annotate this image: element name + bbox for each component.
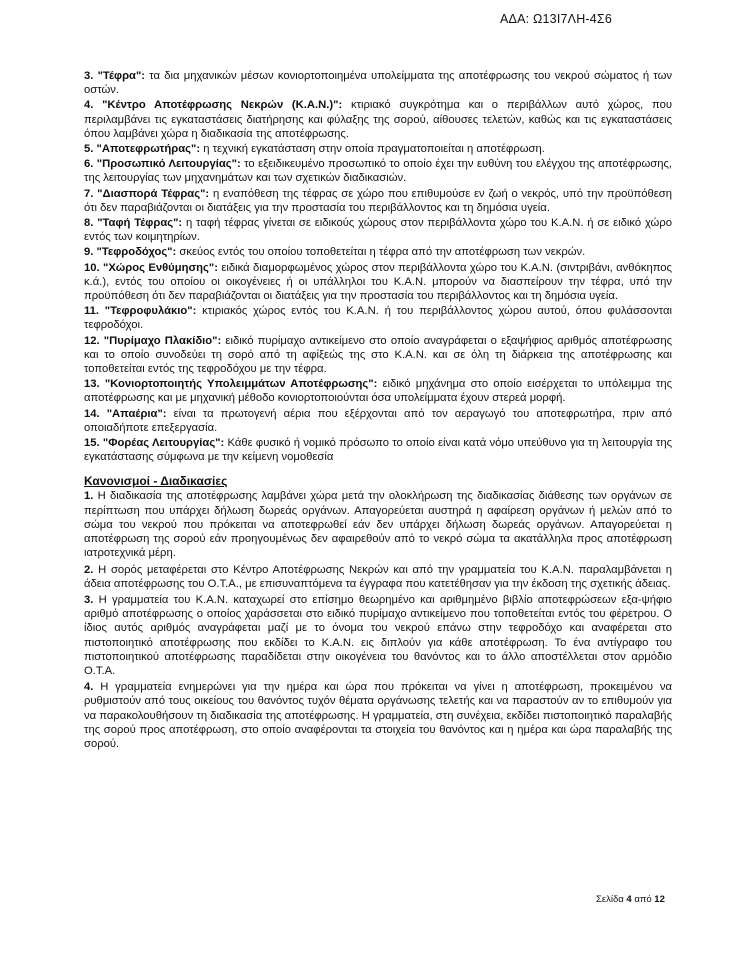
definition-term: 13. "Κονιορτοποιητής Υπολειμμάτων Αποτέφρωσης":: [84, 378, 378, 391]
rule-item: [84, 593, 672, 678]
rule-item: [84, 563, 672, 591]
definition-text: η τεχνική εγκατάσταση στην οποία πραγματοποιείται η αποτέφρωση.: [200, 143, 545, 156]
definition-term: 14. "Απαέρια":: [84, 407, 167, 420]
definitions-list: [84, 69, 672, 464]
rule-number: 1.: [84, 490, 94, 503]
rules-list: [84, 489, 672, 751]
definition-item: [84, 377, 672, 405]
definition-term: 7. "Διασπορά Τέφρας":: [84, 187, 210, 200]
rule-number: 3.: [84, 593, 94, 606]
definition-term: 15. "Φορέας Λειτουργίας":: [84, 437, 225, 450]
rule-text: Η διαδικασία της αποτέφρωσης λαμβάνει χώρα μετά την ολοκλήρωση της διαδικασίας διάθεσης των οργάνων σε περίπτωση που υπάρχει δήλωση δωρεάς οργάνων. Απαγορεύεται αυστηρά η αφαίρεση οργάνων ή μελών από το σώμα του νεκρού που πρόκειται να αποτεφρωθεί εάν δεν υπάρχει δήλωση δωρεάς οργάνων. Απαγορεύεται η αποτέφρωση της σορού εάν προηγουμένως δεν αφαιρεθούν από το νεκρό σώμα τα ακατάλληλα προς αποτέφρωση ιατροτεχνικά μέρη.: [84, 490, 672, 560]
rule-text: Η γραμματεία του Κ.Α.Ν. καταχωρεί στο επίσημο θεωρημένο και αριθμημένο βιβλίο αποτεφρώσεων εξα-ψήφιο αριθμό αποτέφρωσης ο οποίος χαράσσεται στο ειδικό πυρίμαχο αντικείμενο που τοποθετείται εντός του φέρετρου. Ο ίδιος αυτός αριθμός αναγράφεται μαζί με το όνομα του νεκρού επάνω στην τεφροδόχο και αναφέρεται στο πιστοποιητικό αποτέφρωσης που εκδίδει το Κ.Α.Ν. εις διπλούν για κάθε αποτέφρωση. Το ένα αντίγραφο του πιστοποιητικού αποτέφρωσης παραδίδεται στην οικογένεια του θανόντος και το άλλο αποστέλλεται στον αρμόδιο Ο.Τ.Α.: [84, 593, 672, 677]
definition-item: [84, 142, 672, 156]
definition-text: ειδικό πυρίμαχο αντικείμενο στο οποίο αναγράφεται ο εξαψήφιος αριθμός αποτέφρωσης και το οποίο συνοδεύει τη σορό από τη αφίξεώς της στο Κ.Α.Ν. και σε όλη τη διάρκεια της αποτέφρωσης και τοποθετείται εντός της τεφροδόχου με την τέφρα.: [84, 334, 672, 376]
definition-item: [84, 407, 672, 435]
definition-text: ειδικό μηχάνημα στο οποίο εισέρχεται το υπόλειμμα της αποτέφρωσης και με μηχανική μέθοδο κονιορτοποιούνται όσα υπολείμματα έχουν στερεά μορφή.: [84, 378, 672, 405]
definition-term: 9. "Τεφροδόχος":: [84, 246, 177, 259]
document-body: [84, 69, 672, 753]
definition-text: κτιριακός χώρος εντός του Κ.Α.Ν. ή του περιβάλλοντος χώρου αυτού, όπου φυλάσσονται τεφροδόχοι.: [84, 305, 673, 332]
definition-item: [84, 245, 672, 259]
definition-term: 6. "Προσωπικό Λειτουργίας":: [84, 158, 241, 171]
definition-term: 8. "Ταφή Τέφρας":: [84, 217, 183, 230]
definition-text: η εναπόθεση της τέφρας σε χώρο που επιθυμούσε εν ζωή ο νεκρός, υπό την προϋπόθεση ότι δεν παραβιάζονται οι διατάξεις για την προστασία του περιβάλλοντος και τη δημόσια υγεία.: [84, 187, 672, 214]
rule-number: 4.: [84, 681, 94, 694]
definition-item: [84, 98, 672, 141]
definition-term: 5. "Αποτεφρωτήρας":: [84, 143, 201, 156]
definition-term: 12. "Πυρίμαχο Πλακίδιο":: [84, 334, 222, 347]
section-title: Κανονισμοί - Διαδικασίες: [84, 474, 228, 489]
definition-text: κτιριακό συγκρότημα και ο περιβάλλων αυτό χώρος, που περιλαμβάνει τις εγκαταστάσεις διατήρησης και φύλαξης της σορού, αίθουσες τελετών, καθώς και τις εγκαταστάσεις όπου λαμβάνει χώρα η διαδικασία της αποτέφρωσης.: [84, 99, 672, 140]
definition-text: ειδικά διαμορφωμένος χώρος στον περιβάλλοντα χώρο του Κ.Α.Ν. (σιντριβάνι, ανθόκηπος κ.ά.), εντός του οποίου οι οικογένειες ή οι υπάλληλοι του Κ.Α.Ν. μπορούν να διασπείρουν την τέφρα, υπό την προϋπόθεση ότι δεν παραβιάζονται οι διατάξεις για την προστασία του περιβάλλοντος και τη δημόσια υγεία.: [84, 261, 672, 303]
rule-item: [84, 680, 672, 751]
definition-item: [84, 69, 672, 97]
definition-item: [84, 304, 672, 332]
rule-number: 2.: [84, 563, 94, 576]
definition-text: η ταφή τέφρας γίνεται σε ειδικούς χώρους στον περιβάλλοντα χώρο του Κ.Α.Ν. ή σε ειδικό χώρο εντός των κοιμητηρίων.: [84, 217, 672, 244]
definition-term: 3. "Τέφρα":: [84, 70, 146, 82]
rule-text: Η γραμματεία ενημερώνει για την ημέρα και ώρα που πρόκειται να γίνει η αποτέφρωση, προκειμένου να ρυθμιστούν από τους οικείους του θανόντος τυχόν θέματα οργάνωσης τελετής και να παραστούν αν το επιθυμούν για να παρακολουθήσουν τη διαδικασία της αποτέφρωσης. Η γραμματεία, στη συνέχεια, εκδίδει πιστοποιητικό παραλαβής της σορού προς αποτέφρωση, στο οποίο αναφέρονται τα στοιχεία του θανόντος και η ημέρα και ώρα παραλαβής της σορού.: [84, 681, 672, 750]
page-footer: Σελίδα 4 από 12: [596, 894, 665, 905]
definition-text: το εξειδικευμένο προσωπικό το οποίο έχει την ευθύνη του ελέγχου της αποτέφρωσης, της λειτουργίας των μηχανημάτων και των σχετικών διαδικασιών.: [84, 158, 672, 185]
definition-text: Κάθε φυσικό ή νομικό πρόσωπο το οποίο είναι κατά νόμο υπεύθυνο για τη λειτουργία της εγκατάστασης σύμφωνα με την κείμενη νομοθεσία: [84, 437, 673, 464]
rule-text: Η σορός μεταφέρεται στο Κέντρο Αποτέφρωσης Νεκρών και από την γραμματεία του Κ.Α.Ν. παραλαμβάνεται η άδεια αποτέφρωσης του Ο.Τ.Α., με επισυναπτόμενα τα έγγραφα που κατετέθησαν για την έκδοση της σχετικής άδειας.: [84, 563, 672, 590]
rule-item: [84, 489, 672, 560]
definition-text: τα δια μηχανικών μέσων κονιορτοποιημένα υπολείμματα της αποτέφρωσης του νεκρού σώματος ή των οστών.: [84, 70, 672, 97]
definition-term: 4. "Κέντρο Αποτέφρωσης Νεκρών (Κ.Α.Ν.)":: [84, 99, 343, 112]
definition-item: [84, 261, 672, 304]
definition-term: 11. "Τεφροφυλάκιο":: [84, 305, 197, 318]
definition-text: είναι τα πρωτογενή αέρια που εξέρχονται από τον αεραγωγό του αποτεφρωτήρα, πριν από οποιαδήποτε επεξεργασία.: [84, 407, 672, 434]
definition-item: [84, 157, 672, 185]
definition-item: [84, 436, 672, 464]
definition-text: σκεύος εντός του οποίου τοποθετείται η τέφρα από την αποτέφρωση των νεκρών.: [176, 246, 586, 259]
definition-term: 10. "Χώρος Ενθύμησης":: [84, 261, 218, 274]
ada-code: ΑΔΑ: Ω13Ι7ΛΗ-4Σ6: [500, 12, 613, 26]
definition-item: [84, 334, 672, 377]
definition-item: [84, 216, 672, 244]
definition-item: [84, 187, 672, 215]
